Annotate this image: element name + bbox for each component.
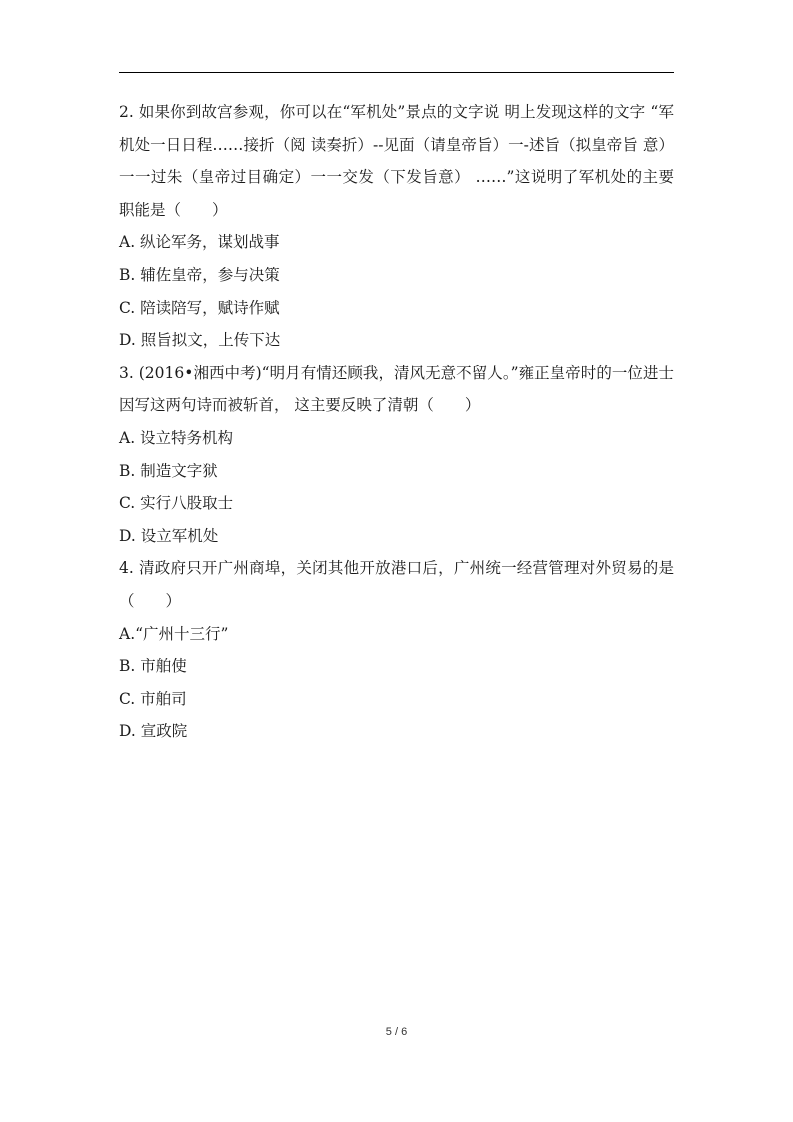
- question-list: [119, 96, 674, 748]
- question-4-option-a: A.“广州十三行”: [119, 624, 229, 643]
- question-4-option-d: D. 宣政院: [119, 722, 188, 741]
- question-2-option-d: D. 照旨拟文，上传下达: [119, 331, 281, 350]
- question-3-option-a: A. 设立特务机构: [119, 428, 234, 447]
- question-2-stem: 2. 如果你到故宫参观，你可以在“军机处”景点的文字说 明上发现这样的文字 “军机处一日日程……接折（阅 读奏折）--见面（请皇帝旨）一-述旨（拟皇帝旨 意）一一过朱（皇帝过目确定）一一交发（下发旨意） ……”这说明了军机处的主要职能是（ ）: [119, 103, 674, 219]
- question-2-option-a: A. 纵论军务，谋划战事: [119, 233, 280, 252]
- question-4-option-b: B. 市舶使: [119, 657, 187, 676]
- page-number: 5 / 6: [385, 1026, 408, 1038]
- question-3-option-c: C. 实行八股取士: [119, 494, 234, 513]
- question-3-stem: 3. (2016•湘西中考)“明月有情还顾我，清风无意不留人。”雍正皇帝时的一位进士因写这两句诗而被斩首， 这主要反映了清朝（ ）: [119, 363, 674, 415]
- question-3-option-d: D. 设立军机处: [119, 526, 219, 545]
- question-4-option-c: C. 市舶司: [119, 689, 187, 708]
- question-3-option-b: B. 制造文字狱: [119, 461, 218, 480]
- header-rule: [119, 72, 674, 73]
- question-2-option-b: B. 辅佐皇帝，参与决策: [119, 265, 280, 284]
- question-4-stem: 4. 清政府只开广州商埠，关闭其他开放港口后，广州统一经营管理对外贸易的是（ ）: [119, 559, 674, 610]
- question-2-option-c: C. 陪读陪写，赋诗作赋: [119, 298, 280, 317]
